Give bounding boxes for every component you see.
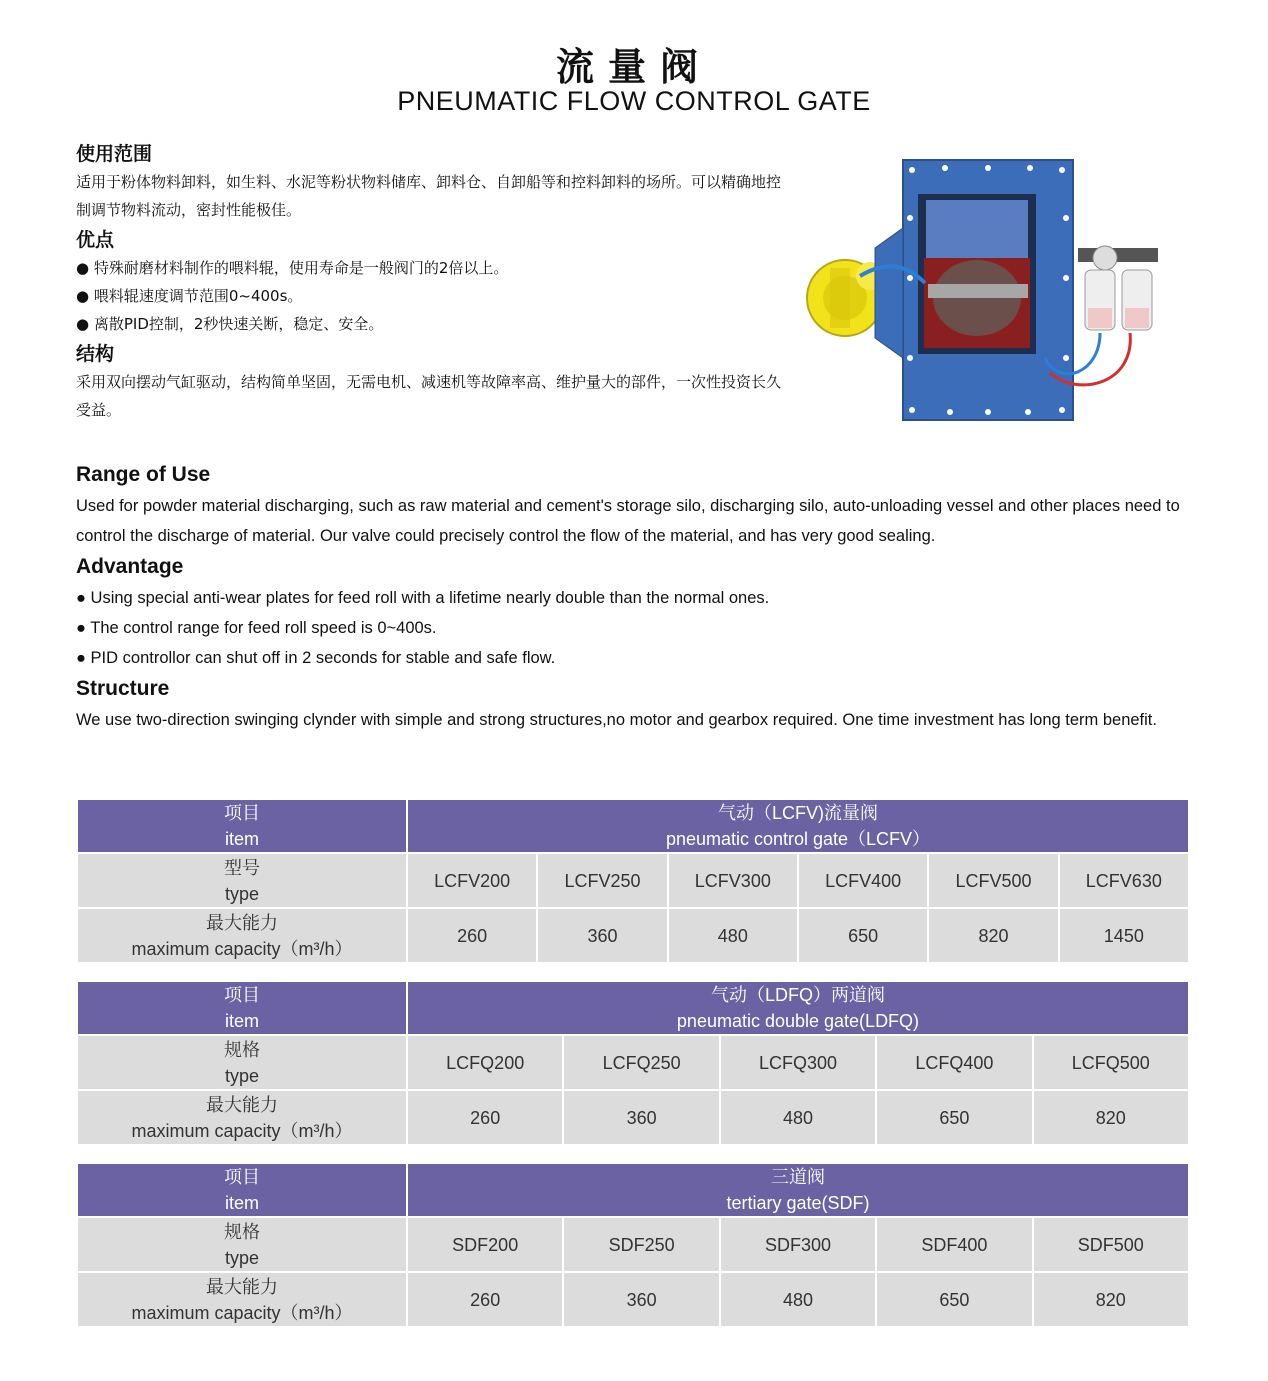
type-value: LCFV250 <box>537 853 667 908</box>
capacity-row <box>77 1272 1189 1327</box>
type-value: SDF400 <box>876 1217 1032 1272</box>
en-adv-item: ● PID controllor can shut off in 2 seconds for stable and safe flow. <box>76 649 556 667</box>
capacity-value: 360 <box>563 1090 719 1145</box>
type-row <box>77 1217 1189 1272</box>
cn-range-heading: 使用范围 <box>76 143 153 165</box>
type-label-cn: 规格 <box>224 1221 260 1242</box>
cn-struct-heading: 结构 <box>76 343 115 365</box>
type-value: LCFV500 <box>928 853 1058 908</box>
spec-table-lcfv <box>76 798 1190 964</box>
type-value: SDF300 <box>720 1217 876 1272</box>
type-label-en: type <box>224 1247 260 1268</box>
item-label-cn: 项目 <box>224 803 260 823</box>
cn-struct-text: 采用双向摆动气缸驱动，结构简单坚固，无需电机、减速机等故障率高、维护量大的部件，一次性投资长久受益。 <box>76 373 782 419</box>
title-cn: 流量阀 <box>555 45 712 89</box>
type-label-cell <box>77 1217 407 1272</box>
type-label-en: type <box>224 1065 260 1086</box>
type-value: LCFQ500 <box>1033 1035 1189 1090</box>
capacity-value: 480 <box>720 1090 876 1145</box>
cn-adv-heading: 优点 <box>76 229 115 251</box>
table-header-row <box>77 1163 1189 1217</box>
product-name-en: pneumatic control gate（LCFV） <box>665 829 931 849</box>
capacity-label-cn: 最大能力 <box>206 1094 278 1115</box>
capacity-label-en: maximum capacity（m³/h） <box>131 1120 353 1141</box>
capacity-value: 260 <box>407 908 537 963</box>
table-header-row <box>77 981 1189 1035</box>
type-label-cn: 规格 <box>224 1039 260 1060</box>
type-value: SDF500 <box>1033 1217 1189 1272</box>
type-label-cell <box>77 853 407 908</box>
type-value: SDF250 <box>563 1217 719 1272</box>
item-label-cn: 项目 <box>224 985 260 1005</box>
en-description <box>76 459 1186 735</box>
capacity-value: 260 <box>407 1272 563 1327</box>
cn-adv-item: ● 离散PID控制，2秒快速关断，稳定、安全。 <box>76 315 384 333</box>
capacity-row <box>77 908 1189 963</box>
type-row <box>77 1035 1189 1090</box>
cn-range-text: 适用于粉体物料卸料，如生料、水泥等粉状物料储库、卸料仓、自卸船等和控料卸料的场所。可以精确地控制调节物料流动，密封性能极佳。 <box>76 173 782 219</box>
en-adv-item: ● Using special anti-wear plates for feed roll with a lifetime nearly double than the normal ones. <box>76 589 770 607</box>
capacity-value: 480 <box>668 908 798 963</box>
capacity-value: 360 <box>563 1272 719 1327</box>
capacity-label-cell <box>77 908 407 963</box>
capacity-label-cell <box>77 1272 407 1327</box>
item-label-en: item <box>224 1193 259 1213</box>
capacity-value: 650 <box>876 1272 1032 1327</box>
en-range-text: Used for powder material discharging, such as raw material and cement's storage silo, discharging silo, auto-unloading vessel and other places need to control the discharge of material. Our valve could precisely control the flow of the material, and has very good sealing. <box>76 497 1180 545</box>
header-item-cell <box>77 799 407 853</box>
product-name-cn: 气动（LDFQ）两道阀 <box>710 985 885 1005</box>
capacity-value: 1450 <box>1059 908 1189 963</box>
header-product-cell <box>407 981 1189 1035</box>
spec-table-ldfq <box>76 980 1190 1146</box>
capacity-label-en: maximum capacity（m³/h） <box>131 938 353 959</box>
capacity-value: 360 <box>537 908 667 963</box>
header-product-cell <box>407 799 1189 853</box>
capacity-label-cn: 最大能力 <box>206 912 278 933</box>
capacity-label-en: maximum capacity（m³/h） <box>131 1302 353 1323</box>
type-value: LCFQ250 <box>563 1035 719 1090</box>
cn-description <box>76 140 786 426</box>
en-struct-heading: Structure <box>76 677 170 700</box>
product-name-en: tertiary gate(SDF) <box>726 1193 870 1213</box>
capacity-row <box>77 1090 1189 1145</box>
capacity-value: 650 <box>876 1090 1032 1145</box>
type-label-cell <box>77 1035 407 1090</box>
type-value: LCFV630 <box>1059 853 1189 908</box>
type-value: LCFQ200 <box>407 1035 563 1090</box>
capacity-label-cell <box>77 1090 407 1145</box>
type-label-en: type <box>224 883 260 904</box>
capacity-value: 820 <box>1033 1272 1189 1327</box>
capacity-label-cn: 最大能力 <box>206 1276 278 1297</box>
header-item-cell <box>77 981 407 1035</box>
capacity-value: 650 <box>798 908 928 963</box>
product-photo <box>800 158 1185 423</box>
en-adv-heading: Advantage <box>76 555 184 578</box>
title-en: PNEUMATIC FLOW CONTROL GATE <box>397 86 871 116</box>
type-value: SDF200 <box>407 1217 563 1272</box>
en-adv-item: ● The control range for feed roll speed is 0~400s. <box>76 619 437 637</box>
capacity-value: 820 <box>928 908 1058 963</box>
en-range-heading: Range of Use <box>76 463 211 486</box>
header-item-cell <box>77 1163 407 1217</box>
capacity-value: 260 <box>407 1090 563 1145</box>
product-name-en: pneumatic double gate(LDFQ) <box>676 1011 920 1031</box>
capacity-value: 480 <box>720 1272 876 1327</box>
type-value: LCFQ400 <box>876 1035 1032 1090</box>
table-header-row <box>77 799 1189 853</box>
type-label-cn: 型号 <box>224 857 260 878</box>
type-value: LCFV200 <box>407 853 537 908</box>
type-value: LCFQ300 <box>720 1035 876 1090</box>
item-label-en: item <box>224 1011 259 1031</box>
type-value: LCFV400 <box>798 853 928 908</box>
header-product-cell <box>407 1163 1189 1217</box>
type-row <box>77 853 1189 908</box>
type-value: LCFV300 <box>668 853 798 908</box>
item-label-cn: 项目 <box>224 1167 260 1187</box>
cn-adv-item: ● 喂料辊速度调节范围0~400s。 <box>76 287 303 305</box>
capacity-value: 820 <box>1033 1090 1189 1145</box>
item-label-en: item <box>224 829 259 849</box>
product-name-cn: 三道阀 <box>771 1167 825 1187</box>
spec-table-sdf <box>76 1162 1190 1328</box>
cn-adv-item: ● 特殊耐磨材料制作的喂料辊，使用寿命是一般阀门的2倍以上。 <box>76 259 509 277</box>
product-name-cn: 气动（LCFV)流量阀 <box>717 803 878 823</box>
en-struct-text: We use two-direction swinging clynder with simple and strong structures,no motor and gearbox required. One time investment has long term benefit. <box>76 711 1157 729</box>
